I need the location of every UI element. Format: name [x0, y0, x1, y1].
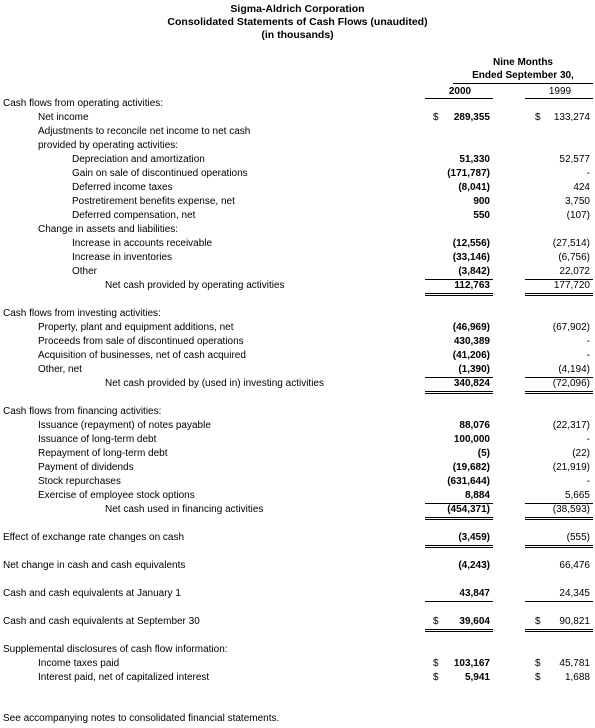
row-label: Net cash provided by (used in) investing activities [105, 378, 324, 389]
value-prior-year: - [586, 476, 590, 487]
value-current-year: (3,459) [458, 532, 490, 543]
row-label: Depreciation and amortization [72, 154, 205, 165]
value-prior-year: (22,317) [552, 420, 590, 431]
currency-symbol-current: $ [433, 672, 439, 683]
row-label: Adjustments to reconcile net income to net cash [38, 126, 251, 137]
total-rule-current [425, 545, 493, 548]
row-label: Repayment of long-term debt [38, 448, 168, 459]
column-header-current-underline [425, 98, 493, 99]
value-current-year: 88,076 [459, 420, 490, 431]
value-current-year: 112,763 [454, 280, 490, 291]
value-current-year: (46,969) [452, 322, 490, 333]
period-heading-1: Nine Months [493, 57, 553, 68]
value-current-year: 550 [473, 210, 490, 221]
value-prior-year: 177,720 [553, 280, 590, 291]
total-rule-current [425, 293, 493, 296]
row-label: Increase in inventories [72, 252, 173, 263]
row-label: Income taxes paid [38, 658, 120, 669]
value-current-year: (12,556) [452, 238, 490, 249]
total-rule-prior [525, 517, 593, 520]
row-label: Deferred compensation, net [72, 210, 196, 221]
value-prior-year: (38,593) [552, 504, 590, 515]
value-prior-year: (67,902) [552, 322, 590, 333]
value-current-year: 43,847 [459, 588, 490, 599]
column-header-current-year: 2000 [448, 86, 472, 97]
row-label: Issuance of long-term debt [38, 434, 157, 445]
row-label: Increase in accounts receivable [72, 238, 213, 249]
value-prior-year: (107) [566, 210, 590, 221]
row-label: Supplemental disclosures of cash flow information: [3, 644, 228, 655]
row-label: Interest paid, net of capitalized interest [38, 672, 210, 683]
currency-symbol-prior: $ [535, 112, 541, 123]
row-label: Cash and cash equivalents at September 30 [3, 616, 200, 627]
value-prior-year: (21,919) [552, 462, 590, 473]
value-prior-year: 3,750 [564, 196, 590, 207]
row-label: Proceeds from sale of discontinued operations [38, 336, 244, 347]
total-rule-current [425, 391, 493, 394]
currency-symbol-current: $ [433, 658, 439, 669]
row-label: Cash flows from operating activities: [3, 98, 164, 109]
row-label: Payment of dividends [38, 462, 134, 473]
value-current-year: (631,644) [447, 476, 490, 487]
value-prior-year: 90,821 [559, 616, 590, 627]
value-prior-year: - [586, 350, 590, 361]
total-rule-prior [525, 545, 593, 548]
row-label: Acquisition of businesses, net of cash acquired [38, 350, 246, 361]
row-label: Property, plant and equipment additions, net [38, 322, 234, 333]
value-prior-year: 1,688 [564, 672, 590, 683]
value-current-year: 51,330 [459, 154, 490, 165]
row-label: Effect of exchange rate changes on cash [3, 532, 185, 543]
period-heading-underline [453, 83, 593, 84]
currency-symbol-prior: $ [535, 672, 541, 683]
value-current-year: 289,355 [453, 112, 490, 123]
value-prior-year: 5,665 [564, 490, 590, 501]
period-heading-2: Ended September 30, [472, 70, 574, 81]
value-prior-year: (555) [566, 532, 590, 543]
row-label: Gain on sale of discontinued operations [72, 168, 248, 179]
footnote: See accompanying notes to consolidated financial statements. [3, 713, 280, 724]
currency-symbol-current: $ [433, 112, 439, 123]
value-current-year: 900 [473, 196, 490, 207]
total-rule-prior [525, 629, 593, 632]
value-current-year: 8,884 [464, 490, 490, 501]
row-label: Other [72, 266, 98, 277]
row-label: Net change in cash and cash equivalents [3, 560, 186, 571]
row-label: Net cash provided by operating activities [105, 280, 285, 291]
value-current-year: (3,842) [458, 266, 490, 277]
row-label: Deferred income taxes [72, 182, 173, 193]
value-prior-year: 24,345 [559, 588, 590, 599]
units-note: (in thousands) [261, 29, 334, 41]
value-prior-year: 66,476 [559, 560, 590, 571]
statement-title: Consolidated Statements of Cash Flows (unaudited) [167, 16, 428, 28]
row-label: provided by operating activities: [38, 140, 179, 151]
row-label: Stock repurchases [38, 476, 121, 487]
currency-symbol-current: $ [433, 616, 439, 627]
value-current-year: 100,000 [453, 434, 490, 445]
value-current-year: 5,941 [464, 672, 490, 683]
value-current-year: 103,167 [453, 658, 490, 669]
value-prior-year: (22) [572, 448, 590, 459]
value-prior-year: - [586, 434, 590, 445]
value-current-year: 430,389 [453, 336, 490, 347]
subtotal-rule-current [425, 601, 493, 602]
value-prior-year: - [586, 168, 590, 179]
value-current-year: (171,787) [447, 168, 490, 179]
value-current-year: 340,824 [453, 378, 490, 389]
value-current-year: (8,041) [458, 182, 490, 193]
value-prior-year: - [586, 336, 590, 347]
value-prior-year: 22,072 [559, 266, 590, 277]
total-rule-prior [525, 293, 593, 296]
value-current-year: (41,206) [452, 350, 490, 361]
currency-symbol-prior: $ [535, 616, 541, 627]
row-label: Cash and cash equivalents at January 1 [3, 588, 181, 599]
row-label: Cash flows from investing activities: [3, 308, 161, 319]
row-label: Other, net [38, 364, 82, 375]
row-label: Change in assets and liabilities: [38, 224, 179, 235]
value-current-year: (1,390) [458, 364, 490, 375]
row-label: Issuance (repayment) of notes payable [38, 420, 211, 431]
total-rule-prior [525, 391, 593, 394]
row-label: Cash flows from financing activities: [3, 406, 162, 417]
value-prior-year: 424 [573, 182, 590, 193]
row-label: Postretirement benefits expense, net [72, 196, 235, 207]
value-prior-year: 45,781 [559, 658, 590, 669]
value-prior-year: (72,096) [552, 378, 590, 389]
total-rule-current [425, 517, 493, 520]
value-prior-year: (4,194) [558, 364, 590, 375]
value-current-year: (454,371) [447, 504, 490, 515]
value-current-year: 39,604 [459, 616, 490, 627]
currency-symbol-prior: $ [535, 658, 541, 669]
row-label: Exercise of employee stock options [38, 490, 195, 501]
company-name: Sigma-Aldrich Corporation [230, 3, 365, 15]
row-label: Net cash used in financing activities [105, 504, 264, 515]
value-prior-year: 133,274 [553, 112, 590, 123]
value-current-year: (4,243) [458, 560, 490, 571]
value-current-year: (33,146) [452, 252, 490, 263]
column-header-prior-year: 1999 [548, 86, 572, 97]
row-label: Net income [38, 112, 89, 123]
subtotal-rule-prior [525, 601, 593, 602]
value-prior-year: (6,756) [558, 252, 590, 263]
value-current-year: (19,682) [452, 462, 490, 473]
total-rule-current [425, 629, 493, 632]
value-prior-year: 52,577 [559, 154, 590, 165]
column-header-prior-underline [525, 98, 593, 99]
value-current-year: (5) [477, 448, 490, 459]
value-prior-year: (27,514) [552, 238, 590, 249]
